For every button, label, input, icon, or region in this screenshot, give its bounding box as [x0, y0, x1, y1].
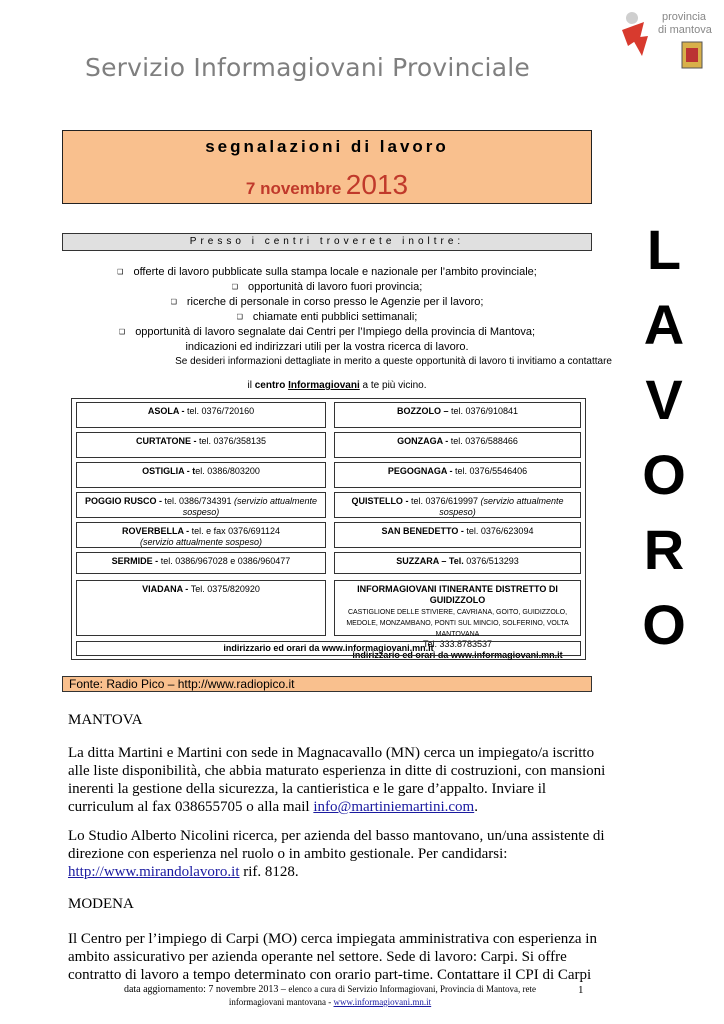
list-item: ❑ opportunità di lavoro segnalate dai Centri per l’Impiego della provincia di Mantova; [118, 326, 536, 338]
banner-title: segnalazioni di lavoro [205, 137, 449, 156]
center-ostiglia: OSTIGLIA - tel. 0386/803200 [76, 462, 326, 488]
logo-text-1: provincia [662, 11, 707, 23]
side-letter: O [642, 443, 686, 506]
centers-footer-link: indirizzario ed orari da www.informagiovani.mn.it [76, 641, 581, 656]
side-word-lavoro [634, 212, 694, 662]
checkbox-bullet-icon: ❑ [118, 329, 126, 336]
banner-date [63, 169, 591, 201]
info-line: Se desideri informazioni dettagliate in merito a queste opportunità di lavoro ti invitiamo a contattare [175, 356, 612, 367]
footer-link[interactable]: www.informagiovani.mn.it [333, 997, 432, 1007]
list-item: ❑ ricerche di personale in corso presso le Agenzie per il lavoro; [170, 296, 484, 308]
side-letter: R [643, 518, 685, 581]
page-number: 1 [578, 984, 584, 996]
center-curtatone: CURTATONE - tel. 0376/358135 [76, 432, 326, 458]
paragraph-carpi: Il Centro per l’impiego di Carpi (MO) cerca impiegata amministrativa con esperienza in ambito assicurativo per azienda operante nel settore. Sede di lavoro: Carpi. Si offre contratto di lavoro a tempo determinato con orario part-time. Contattare il CPI di Carpi [68, 931, 597, 983]
center-sermide: SERMIDE - tel. 0386/967028 e 0386/960477 [76, 552, 326, 574]
side-letter: V [645, 368, 683, 431]
section-heading-mantova: MANTOVA [68, 712, 143, 728]
center-itinerante: INFORMAGIOVANI ITINERANTE DISTRETTO DI GUIDIZZOLO CASTIGLIONE DELLE STIVIERE, CAVRIANA, GOITO, GUIDIZZOLO, MEDOLE, MONZAMBANO, PONTI SUL MINCIO, SOLFERINO, VOLTA MANTOVANA Tel. 333.8783537 indirizzario ed orari da www.informagiovani.mn.it [334, 580, 581, 636]
side-letter: L [646, 218, 682, 281]
list-item-continuation: indicazioni ed indirizzari utili per la vostra ricerca di lavoro. [185, 341, 469, 353]
center-bozzolo: BOZZOLO – tel. 0376/910841 [334, 402, 581, 428]
bullet-list [62, 265, 592, 354]
source-bar: Fonte: Radio Pico – http://www.radiopico.it [62, 676, 592, 692]
banner-date-day: 7 novembre [245, 179, 342, 198]
center-quistello: QUISTELLO - tel. 0376/619997 (servizio attualmente sospeso) [334, 492, 581, 518]
mirandolavoro-link[interactable]: http://www.mirandolavoro.it [68, 864, 240, 880]
page-footer: data aggiornamento: 7 novembre 2013 – elenco a cura di Servizio Informagiovani, Provincia di Mantova, rete informagiovani mantovana - www.informagiovani.mn.it [123, 984, 537, 1007]
paragraph-martini: La ditta Martini e Martini con sede in Magnacavallo (MN) cerca un impiegato/a iscritto alle liste disponibilità, che abbia maturato esperienza in ditte di costruzioni, con mansioni inerenti la gestione della sicurezza, la cantieristica e le gare d’appalto. Inviare il curriculum al fax 038655705 o alla mail info@martiniemartini.com. [68, 745, 606, 815]
center-suzzara: SUZZARA – Tel. 0376/513293 [334, 552, 581, 574]
center-san-benedetto: SAN BENEDETTO - tel. 0376/623094 [334, 522, 581, 548]
presso-banner: Presso i centri troverete inoltre: [62, 233, 592, 251]
checkbox-bullet-icon: ❑ [236, 314, 243, 321]
section-heading-modena: MODENA [68, 896, 134, 912]
email-link[interactable]: info@martiniemartini.com [313, 799, 475, 815]
checkbox-bullet-icon: ❑ [170, 299, 177, 306]
center-roverbella: ROVERBELLA - tel. e fax 0376/691124 (servizio attualmente sospeso) [76, 522, 326, 548]
banner-date-year: 2013 [345, 169, 409, 200]
center-gonzaga: GONZAGA - tel. 0376/588466 [334, 432, 581, 458]
logo-text-2: di mantova [658, 24, 712, 36]
center-asola: ASOLA - tel. 0376/720160 [76, 402, 326, 428]
checkbox-bullet-icon: ❑ [231, 284, 238, 291]
centers-table [71, 398, 586, 660]
center-viadana: VIADANA - Tel. 0375/820920 [76, 580, 326, 636]
list-item: ❑ opportunità di lavoro fuori provincia; [231, 281, 423, 293]
paragraph-nicolini: Lo Studio Alberto Nicolini ricerca, per azienda del basso mantovano, un/una assistente di direzione con esperienza nel ruolo o in ambito gestionale. Per candidarsi: http://www.mirandolavoro.it rif. 8128. [68, 828, 605, 880]
list-item: ❑ offerte di lavoro pubblicate sulla stampa locale e nazionale per l’ambito provinciale; [117, 266, 537, 278]
banner [62, 130, 592, 204]
checkbox-bullet-icon: ❑ [117, 269, 124, 276]
page-title: Servizio Informagiovani Provinciale [85, 53, 530, 82]
center-pegognaga: PEGOGNAGA - tel. 0376/5546406 [334, 462, 581, 488]
provincia-logo [618, 8, 718, 78]
side-letter: O [642, 593, 686, 656]
center-poggio-rusco: POGGIO RUSCO - tel. 0386/734391 (servizio attualmente sospeso) [76, 492, 326, 518]
list-item: ❑ chiamate enti pubblici settimanali; [236, 311, 418, 323]
contact-line: il centro Informagiovani a te più vicino. [247, 380, 427, 391]
side-letter: A [643, 293, 685, 356]
